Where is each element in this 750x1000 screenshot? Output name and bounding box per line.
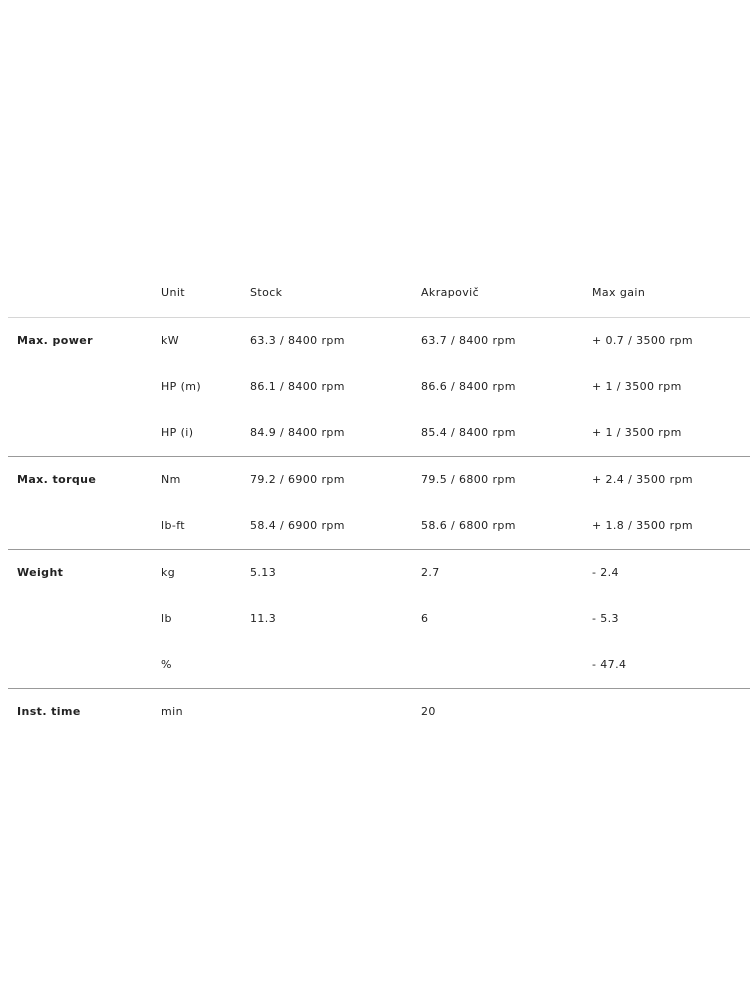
row-stock-value: 58.4 / 6900 rpm	[250, 519, 345, 532]
row-unit: HP (m)	[161, 380, 202, 393]
row-max-gain-value: + 1.8 / 3500 rpm	[592, 519, 694, 532]
table-row	[8, 550, 750, 596]
row-stock-value: 79.2 / 6900 rpm	[250, 473, 345, 486]
row-max-gain-value: + 2.4 / 3500 rpm	[592, 473, 694, 486]
table-header	[8, 270, 750, 318]
table-row	[8, 457, 750, 503]
table-row	[8, 596, 750, 642]
row-max-gain-value: + 0.7 / 3500 rpm	[592, 334, 694, 347]
row-akrapovic-value: 86.6 / 8400 rpm	[421, 380, 516, 393]
row-stock-value: 63.3 / 8400 rpm	[250, 334, 345, 347]
row-akrapovic-value: 6	[421, 612, 429, 625]
table-row	[8, 642, 750, 689]
header-stock: Stock	[250, 286, 283, 299]
table-row	[8, 410, 750, 457]
row-akrapovic-value: 63.7 / 8400 rpm	[421, 334, 516, 347]
row-akrapovic-value: 85.4 / 8400 rpm	[421, 426, 516, 439]
row-group-label: Max. torque	[17, 473, 97, 486]
row-group-label: Inst. time	[17, 705, 81, 718]
row-stock-value: 86.1 / 8400 rpm	[250, 380, 345, 393]
spec-comparison-table	[8, 270, 750, 735]
row-max-gain-value: - 5.3	[592, 612, 619, 625]
row-group-label: Weight	[17, 566, 64, 579]
row-unit: HP (i)	[161, 426, 194, 439]
row-stock-value: 84.9 / 8400 rpm	[250, 426, 345, 439]
row-unit: lb	[161, 612, 172, 625]
row-stock-value: 11.3	[250, 612, 277, 625]
row-unit: min	[161, 705, 183, 718]
header-max-gain: Max gain	[592, 286, 646, 299]
table-row	[8, 318, 750, 364]
header-unit: Unit	[161, 286, 185, 299]
row-akrapovic-value: 20	[421, 705, 436, 718]
row-unit: lb-ft	[161, 519, 185, 532]
row-unit: %	[161, 658, 172, 671]
row-stock-value: 5.13	[250, 566, 277, 579]
row-akrapovic-value: 58.6 / 6800 rpm	[421, 519, 516, 532]
row-unit: Nm	[161, 473, 181, 486]
header-akrapovic: Akrapovič	[421, 286, 480, 299]
row-akrapovic-value: 79.5 / 6800 rpm	[421, 473, 516, 486]
row-group-label: Max. power	[17, 334, 93, 347]
row-max-gain-value: - 47.4	[592, 658, 627, 671]
table-row	[8, 689, 750, 735]
row-max-gain-value: + 1 / 3500 rpm	[592, 380, 682, 393]
table-row	[8, 503, 750, 550]
table-row	[8, 364, 750, 410]
row-max-gain-value: - 2.4	[592, 566, 619, 579]
row-unit: kW	[161, 334, 180, 347]
row-max-gain-value: + 1 / 3500 rpm	[592, 426, 682, 439]
row-akrapovic-value: 2.7	[421, 566, 440, 579]
row-unit: kg	[161, 566, 176, 579]
